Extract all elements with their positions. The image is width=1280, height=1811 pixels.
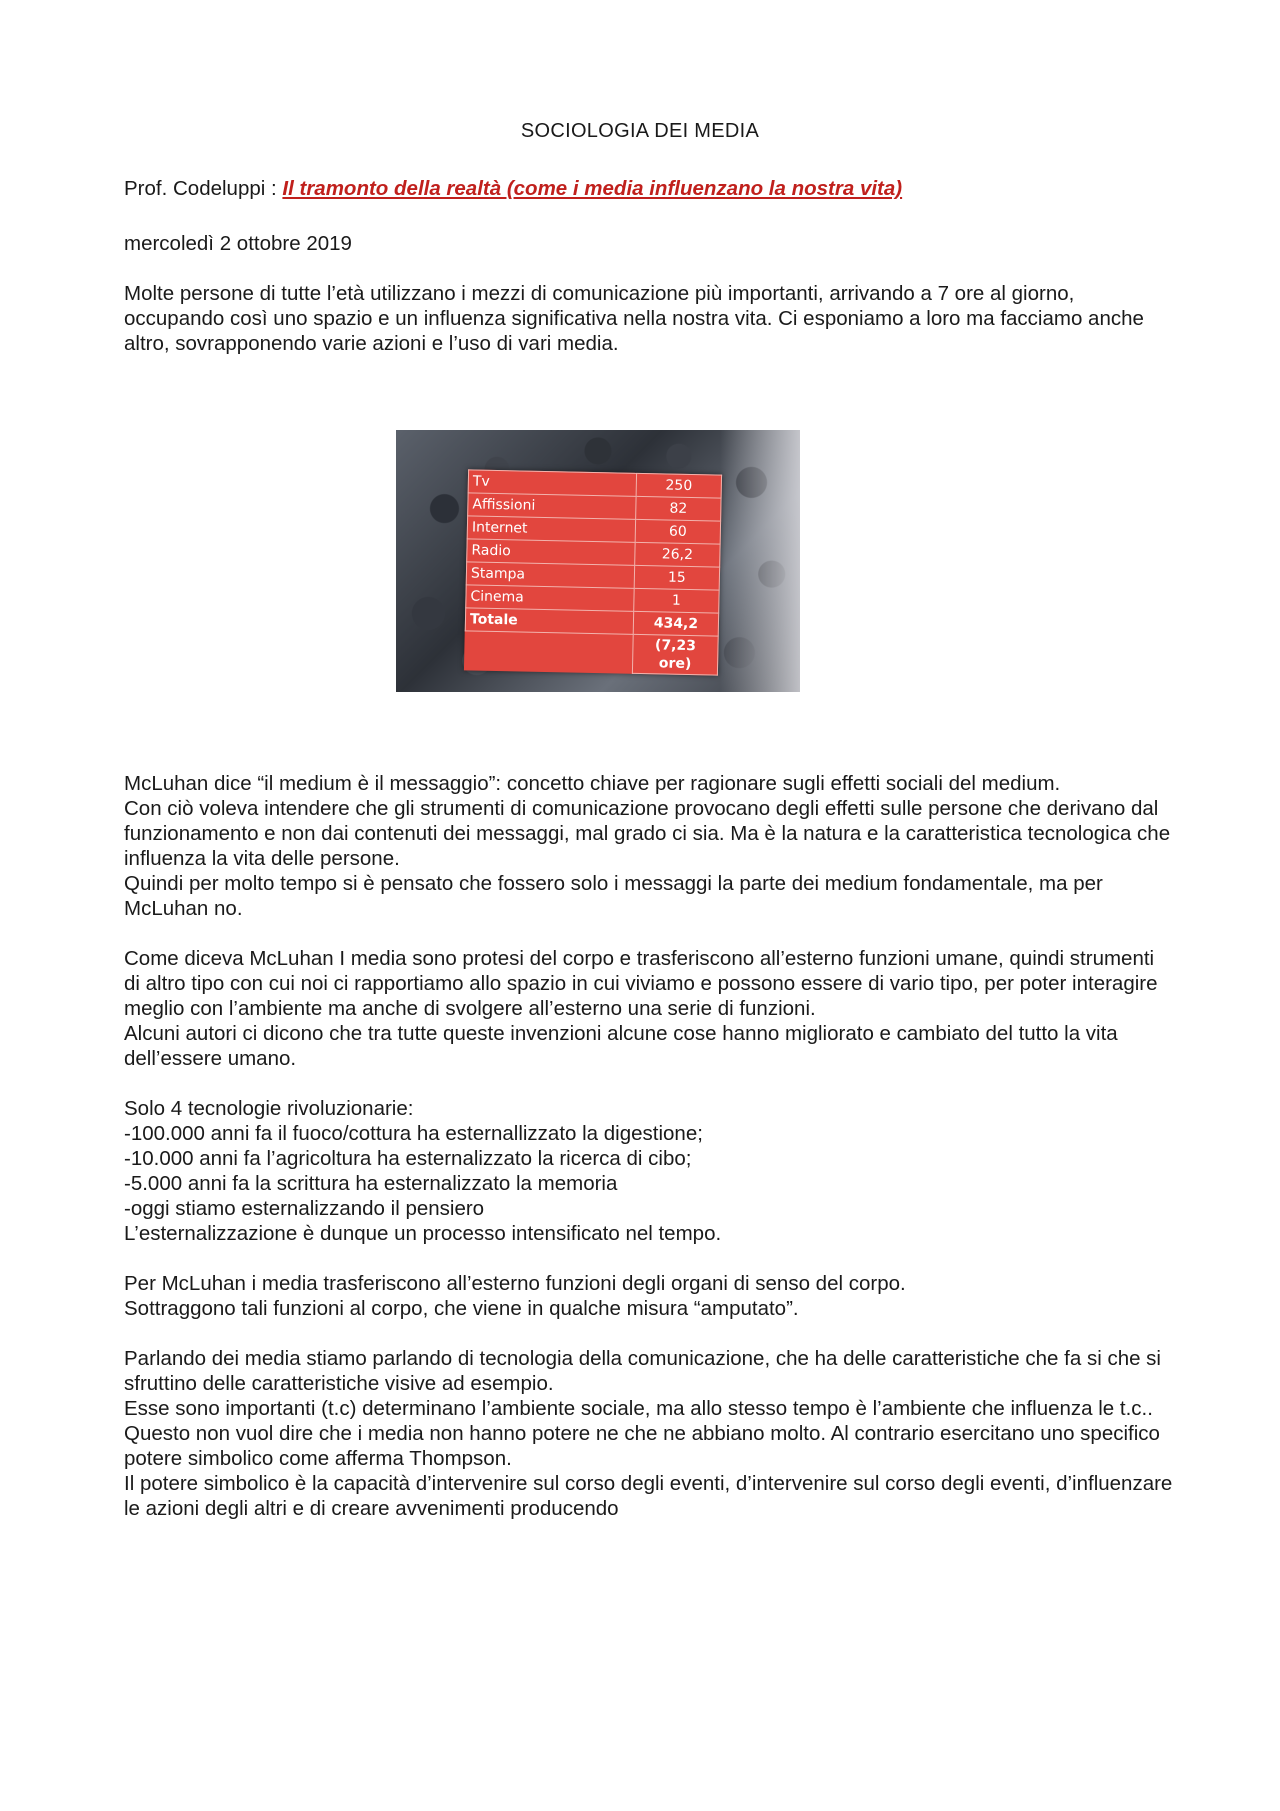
paragraph: Alcuni autori ci dicono che tra tutte queste invenzioni alcune cose hanno migliorato e cambiato del tutto la vita dell’essere umano. <box>124 1022 1118 1070</box>
paragraph: Quindi per molto tempo si è pensato che fossero solo i messaggi la parte dei medium fondamentale, ma per McLuhan no. <box>124 872 1103 920</box>
paragraph: Sottraggono tali funzioni al corpo, che viene in qualche misura “amputato”. <box>124 1297 799 1320</box>
paragraph: Esse sono importanti (t.c) determinano l’ambiente sociale, ma allo stesso tempo è l’ambiente che influenza le t.c.. Questo non vuol dire che i media non hanno potere ne che ne abbiano molto. Al contrario esercitano uno specifico potere simbolico come afferma Thompson. <box>124 1397 1160 1470</box>
paragraph: Parlando dei media stiamo parlando di tecnologia della comunicazione, che ha delle caratteristiche che fa si che si sfruttino delle caratteristiche visive ad esempio. <box>124 1347 1161 1395</box>
table-hours-row <box>464 631 718 675</box>
table-row-value: 26,2 <box>635 542 720 567</box>
table-row-label: Internet <box>467 516 635 543</box>
paragraph: Solo 4 tecnologie rivoluzionarie: <box>124 1097 414 1120</box>
page-title: SOCIOLOGIA DEI MEDIA <box>520 120 760 142</box>
media-hours-table <box>464 469 722 675</box>
table-row-value: 250 <box>636 473 721 498</box>
paragraph-gap <box>124 1321 1174 1346</box>
table-row-label: Radio <box>467 539 635 566</box>
table-row-value: 15 <box>634 565 719 590</box>
table-row-value: 1 <box>634 588 719 613</box>
table-hours-spacer <box>464 631 633 674</box>
paragraph-gap <box>124 921 1174 946</box>
table-row-label: Stampa <box>466 562 634 589</box>
table-row-label: Affissioni <box>468 493 636 520</box>
table-total-label: Totale <box>465 608 633 635</box>
paragraph: Con ciò voleva intendere che gli strumenti di comunicazione provocano degli effetti sulle persone che derivano dal funzionamento e non dai contenuti dei messaggi, mal grado ci sia. Ma è la natura e la caratteristica tecnologica che influenza la vita delle persone. <box>124 797 1171 870</box>
list-item: -oggi stiamo esternalizzando il pensiero <box>124 1197 485 1220</box>
paragraph: Per McLuhan i media trasferiscono all’esterno funzioni degli organi di senso del corpo. <box>124 1272 906 1295</box>
paragraph: Come diceva McLuhan I media sono protesi del corpo e trasferiscono all’esterno funzioni umane, quindi strumenti di altro tipo con cui noi ci rapportiamo allo spazio in cui viviamo e possono essere di vario tipo, per poter interagire meglio con l’ambiente ma anche di svolgere all’esterno una serie di funzioni. <box>124 947 1158 1020</box>
table-row-value: 60 <box>635 519 720 544</box>
table-total-hours: (7,23 ore) <box>632 634 718 675</box>
table-row-label: Cinema <box>466 585 634 612</box>
list-item: -5.000 anni fa la scrittura ha esternalizzato la memoria <box>124 1172 618 1195</box>
paragraph: L’esternalizzazione è dunque un processo intensificato nel tempo. <box>124 1222 722 1245</box>
intro-text: Molte persone di tutte l’età utilizzano i mezzi di comunicazione più importanti, arrivando a 7 ore al giorno, occupando così uno spazio e un influenza significativa nella nostra vita. Ci esponiamo a loro ma facciamo anche altro, sovrapponendo varie azioni e l’uso di vari media. <box>124 282 1144 355</box>
book-title-link[interactable]: Il tramonto della realtà (come i media influenzano la nostra vita) <box>282 177 903 200</box>
table-row-value: 82 <box>636 496 721 521</box>
list-item: -10.000 anni fa l’agricoltura ha esternalizzato la ricerca di cibo; <box>124 1147 692 1170</box>
body-text <box>124 771 1174 1521</box>
slide-photo <box>396 430 800 692</box>
paragraph-gap <box>124 1246 1174 1271</box>
paragraph: McLuhan dice “il medium è il messaggio”: concetto chiave per ragionare sugli effetti sociali del medium. <box>124 772 1061 795</box>
reference-prefix: Prof. Codeluppi : <box>124 177 283 200</box>
lecture-date: mercoledì 2 ottobre 2019 <box>124 232 352 255</box>
list-item: -100.000 anni fa il fuoco/cottura ha esternallizzato la digestione; <box>124 1122 703 1145</box>
paragraph-gap <box>124 1071 1174 1096</box>
intro-paragraph <box>124 281 1174 356</box>
table-total-value: 434,2 <box>633 611 718 636</box>
table-row-label: Tv <box>468 470 636 497</box>
paragraph: Il potere simbolico è la capacità d’intervenire sul corso degli eventi, d’intervenire sul corso degli eventi, d’influenzare le azioni degli altri e di creare avvenimenti producendo <box>124 1472 1173 1520</box>
reference-line <box>124 176 1174 201</box>
